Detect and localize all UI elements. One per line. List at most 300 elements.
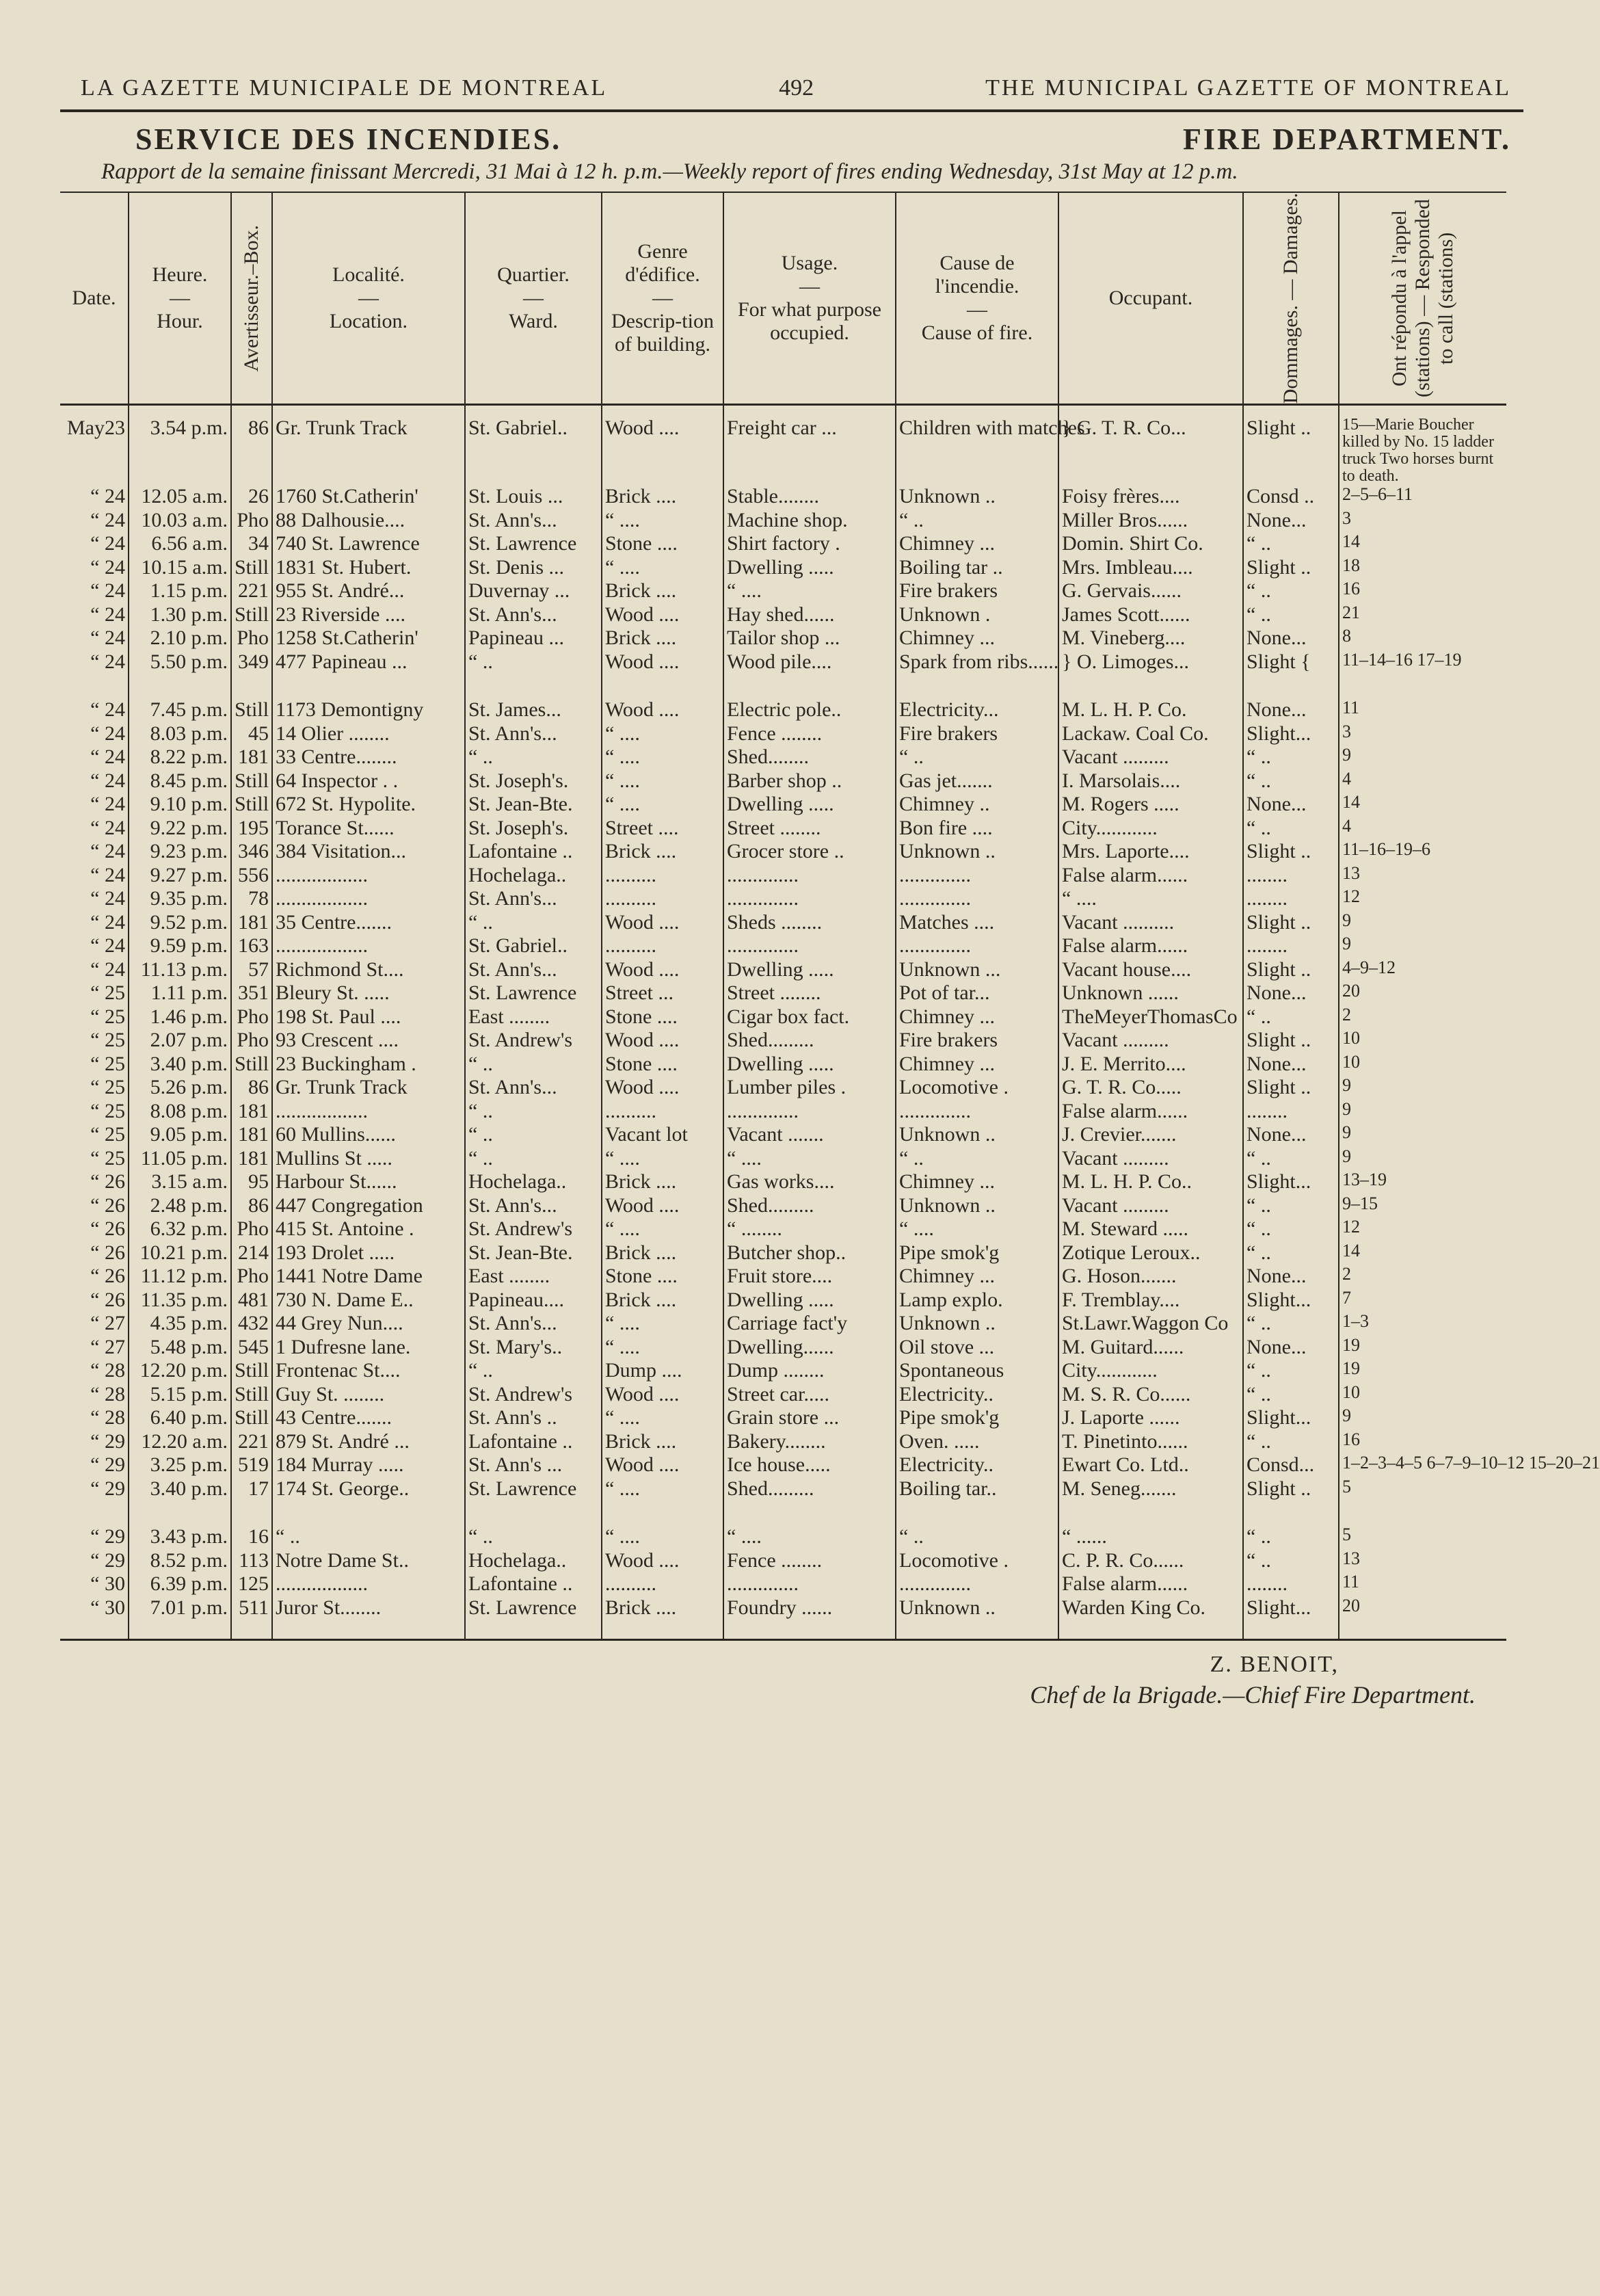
col-ward: Quartier. — Ward. [465, 192, 602, 405]
cell-responded: 2 [1339, 1005, 1506, 1029]
cell-hour: 11.05 p.m. [129, 1147, 231, 1171]
cell-building: “ .... [602, 556, 723, 580]
cell-box: 163 [231, 934, 272, 958]
cell-damages: “ .. [1243, 817, 1339, 841]
cell-occupant: Unknown ...... [1058, 981, 1243, 1005]
cell-hour: 7.45 p.m. [129, 674, 231, 722]
cell-date: “ 29 [90, 1477, 125, 1500]
cell-damages: None... [1243, 1053, 1339, 1077]
cell-cause: Pipe smok'g [896, 1241, 1058, 1265]
table-row [60, 1596, 1506, 1640]
cell-usage: Dump ........ [723, 1359, 896, 1383]
cell-cause: Chimney ... [896, 532, 1058, 556]
cell-hour: 1.46 p.m. [129, 1005, 231, 1029]
cell-location: .................. [272, 1572, 465, 1596]
cell-usage: Barber shop .. [723, 769, 896, 793]
cell-building: “ .... [602, 769, 723, 793]
cell-location: 174 St. George.. [272, 1477, 465, 1501]
cell-cause: Locomotive . [896, 1549, 1058, 1573]
cell-building: Stone .... [602, 1053, 723, 1077]
table-row [60, 532, 1506, 556]
cell-location: 23 Riverside .... [272, 603, 465, 627]
cell-cause: Oil stove ... [896, 1336, 1058, 1360]
header-right: THE MUNICIPAL GAZETTE OF MONTREAL [985, 75, 1511, 101]
cell-responded: 13 [1339, 864, 1506, 888]
cell-responded: 21 [1339, 603, 1506, 627]
cell-location: 60 Mullins...... [272, 1123, 465, 1147]
cell-damages: “ .. [1243, 769, 1339, 793]
cell-occupant: TheMeyerThomasCo [1058, 1005, 1243, 1029]
cell-building: “ .... [602, 1406, 723, 1430]
table-row [60, 1359, 1506, 1383]
table-row [60, 934, 1506, 958]
cell-responded: 1–3 [1339, 1312, 1506, 1336]
cell-cause: Fire brakers [896, 1029, 1058, 1053]
cell-box: 86 [231, 1194, 272, 1218]
cell-usage: .............. [723, 1572, 896, 1596]
cell-responded: 16 [1339, 1430, 1506, 1454]
cell-hour: 3.40 p.m. [129, 1053, 231, 1077]
cell-location: Gr. Trunk Track [272, 1076, 465, 1100]
cell-cause: Lamp explo. [896, 1289, 1058, 1312]
cell-cause: .............. [896, 864, 1058, 888]
cell-building: “ .... [602, 793, 723, 817]
cell-responded: 9 [1339, 1100, 1506, 1124]
cell-location: 14 Olier ........ [272, 722, 465, 746]
cell-hour: 6.32 p.m. [129, 1217, 231, 1241]
col-hour: Heure. — Hour. [129, 192, 231, 405]
cell-usage: Street ........ [723, 817, 896, 841]
cell-occupant: False alarm...... [1058, 934, 1243, 958]
cell-cause: Boiling tar .. [896, 556, 1058, 580]
cell-damages: “ .. [1243, 1549, 1339, 1573]
cell-damages: “ .. [1243, 1241, 1339, 1265]
signature-name: Z. BENOIT, [1210, 1652, 1339, 1678]
cell-date: “ 24 [90, 603, 125, 626]
table-row [60, 745, 1506, 769]
cell-building: Wood .... [602, 674, 723, 722]
cell-location: 88 Dalhousie.... [272, 509, 465, 533]
cell-damages: Slight .. [1243, 958, 1339, 982]
cell-occupant: } G. T. R. Co... [1058, 405, 1243, 486]
cell-building: Wood .... [602, 603, 723, 627]
cell-box: Pho [231, 509, 272, 533]
cell-hour: 9.23 p.m. [129, 840, 231, 864]
cell-damages: Slight .. [1243, 1477, 1339, 1501]
cell-ward: St. Jean-Bte. [465, 1241, 602, 1265]
cell-cause: Spark from ribs...... [896, 650, 1058, 674]
cell-damages: “ .. [1243, 579, 1339, 603]
cell-date: “ 24 [90, 887, 125, 910]
cell-ward: St. Andrew's [465, 1383, 602, 1407]
cell-building: Vacant lot [602, 1123, 723, 1147]
cell-building: “ .... [602, 1217, 723, 1241]
cell-usage: Dwelling ..... [723, 1289, 896, 1312]
cell-cause: Unknown . [896, 603, 1058, 627]
cell-date: “ 27 [90, 1312, 125, 1335]
cell-ward: St. Lawrence [465, 1596, 602, 1640]
cell-box: Still [231, 603, 272, 627]
cell-responded: 2–5–6–11 [1339, 485, 1506, 509]
cell-box: Pho [231, 626, 272, 650]
table-row [60, 1194, 1506, 1218]
cell-cause: Unknown .. [896, 485, 1058, 509]
cell-usage: .............. [723, 1100, 896, 1124]
cell-date: “ 25 [90, 981, 125, 1005]
cell-occupant: J. Crevier....... [1058, 1123, 1243, 1147]
cell-building: Brick .... [602, 579, 723, 603]
cell-box: 181 [231, 745, 272, 769]
cell-damages: None... [1243, 1123, 1339, 1147]
cell-cause: Chimney ... [896, 1265, 1058, 1289]
cell-box: 181 [231, 1147, 272, 1171]
cell-occupant: J. Laporte ...... [1058, 1406, 1243, 1430]
cell-hour: 8.22 p.m. [129, 745, 231, 769]
cell-cause: “ .. [896, 509, 1058, 533]
cell-date: “ 24 [90, 840, 125, 863]
cell-ward: “ .. [465, 1359, 602, 1383]
cell-usage: Lumber piles . [723, 1076, 896, 1100]
cell-responded: 7 [1339, 1289, 1506, 1312]
cell-box: Still [231, 1383, 272, 1407]
cell-damages: Slight... [1243, 722, 1339, 746]
cell-cause: Electricity.. [896, 1453, 1058, 1477]
table-row [60, 1406, 1506, 1430]
cell-building: “ .... [602, 1477, 723, 1501]
cell-ward: St. Ann's... [465, 722, 602, 746]
table-row [60, 650, 1506, 674]
table-row [60, 603, 1506, 627]
cell-occupant: Domin. Shirt Co. [1058, 532, 1243, 556]
cell-usage: Electric pole.. [723, 674, 896, 722]
cell-ward: St. Gabriel.. [465, 405, 602, 486]
cell-cause: Chimney ... [896, 626, 1058, 650]
cell-usage: “ .... [723, 1147, 896, 1171]
cell-ward: St. Denis ... [465, 556, 602, 580]
cell-damages: ........ [1243, 934, 1339, 958]
cell-cause: Matches .... [896, 911, 1058, 935]
cell-building: Wood .... [602, 405, 723, 486]
cell-building: .......... [602, 1572, 723, 1596]
cell-ward: Lafontaine .. [465, 1572, 602, 1596]
cell-usage: Foundry ...... [723, 1596, 896, 1640]
cell-damages: “ .. [1243, 745, 1339, 769]
cell-ward: East ........ [465, 1265, 602, 1289]
cell-hour: 12.05 a.m. [129, 485, 231, 509]
cell-cause: Unknown ... [896, 958, 1058, 982]
signature-block [60, 1652, 1523, 1709]
cell-date: “ 24 [90, 863, 125, 886]
cell-date: “ 24 [90, 508, 125, 531]
cell-box: Still [231, 556, 272, 580]
cell-usage: Dwelling ..... [723, 1053, 896, 1077]
cell-occupant: Vacant ......... [1058, 1029, 1243, 1053]
table-row [60, 1123, 1506, 1147]
cell-date: “ 27 [90, 1335, 125, 1358]
cell-damages: “ .. [1243, 1359, 1339, 1383]
cell-hour: 10.21 p.m. [129, 1241, 231, 1265]
cell-occupant: Vacant house.... [1058, 958, 1243, 982]
cell-location: Juror St........ [272, 1596, 465, 1640]
cell-hour: 8.52 p.m. [129, 1549, 231, 1573]
cell-ward: St. Ann's .. [465, 1406, 602, 1430]
cell-responded: 14 [1339, 532, 1506, 556]
cell-hour: 1.15 p.m. [129, 579, 231, 603]
cell-usage: Butcher shop.. [723, 1241, 896, 1265]
cell-damages: Slight .. [1243, 840, 1339, 864]
cell-ward: Hochelaga.. [465, 1170, 602, 1194]
cell-date: “ 28 [90, 1406, 125, 1429]
cell-date: “ 26 [90, 1170, 125, 1193]
cell-location: 43 Centre....... [272, 1406, 465, 1430]
cell-hour: 6.56 a.m. [129, 532, 231, 556]
cell-occupant: Vacant .......... [1058, 911, 1243, 935]
cell-box: 221 [231, 1430, 272, 1454]
cell-box: Still [231, 769, 272, 793]
table-row [60, 1383, 1506, 1407]
cell-box: 511 [231, 1596, 272, 1640]
cell-usage: Shed......... [723, 1477, 896, 1501]
cell-date: “ 24 [90, 958, 125, 981]
cell-usage: Sheds ........ [723, 911, 896, 935]
cell-box: 86 [231, 405, 272, 486]
cell-date: “ 29 [90, 1429, 125, 1453]
cell-date: “ 30 [90, 1596, 125, 1619]
cell-building: Stone .... [602, 1265, 723, 1289]
cell-cause: “ .... [896, 1217, 1058, 1241]
table-row [60, 1005, 1506, 1029]
cell-ward: East ........ [465, 1005, 602, 1029]
cell-responded: 5 [1339, 1501, 1506, 1549]
cell-ward: St. Ann's ... [465, 1453, 602, 1477]
cell-damages: ........ [1243, 887, 1339, 911]
table-row [60, 1147, 1506, 1171]
cell-location: .................. [272, 864, 465, 888]
cell-location: 1173 Demontigny [272, 674, 465, 722]
cell-box: 57 [231, 958, 272, 982]
cell-ward: Hochelaga.. [465, 1549, 602, 1573]
cell-occupant: “ ...... [1058, 1501, 1243, 1549]
cell-box: 214 [231, 1241, 272, 1265]
cell-box: 545 [231, 1336, 272, 1360]
table-row [60, 1312, 1506, 1336]
cell-usage: Wood pile.... [723, 650, 896, 674]
cell-damages: ........ [1243, 1100, 1339, 1124]
cell-building: Wood .... [602, 1029, 723, 1053]
report-subtitle: Rapport de la semaine finissant Mercredi, 31 Mai à 12 h. p.m.—Weekly report of fires ending Wednesday, 31st May at 12 p.m. [101, 159, 1238, 184]
cell-occupant: G. T. R. Co..... [1058, 1076, 1243, 1100]
cell-hour: 4.35 p.m. [129, 1312, 231, 1336]
cell-hour: 2.07 p.m. [129, 1029, 231, 1053]
cell-occupant: Foisy frères.... [1058, 485, 1243, 509]
cell-responded: 12 [1339, 1217, 1506, 1241]
cell-usage: Grain store ... [723, 1406, 896, 1430]
cell-ward: “ .. [465, 1100, 602, 1124]
cell-occupant: “ .... [1058, 887, 1243, 911]
cell-box: 556 [231, 864, 272, 888]
table-row [60, 1217, 1506, 1241]
cell-hour: 3.25 p.m. [129, 1453, 231, 1477]
cell-date: “ 28 [90, 1382, 125, 1406]
cell-box: 195 [231, 817, 272, 841]
cell-responded: 3 [1339, 722, 1506, 746]
cell-ward: St. Joseph's. [465, 769, 602, 793]
cell-cause: Electricity.. [896, 1383, 1058, 1407]
cell-responded: 14 [1339, 793, 1506, 817]
cell-hour: 12.20 p.m. [129, 1359, 231, 1383]
cell-building: Wood .... [602, 1453, 723, 1477]
cell-responded: 2 [1339, 1265, 1506, 1289]
cell-date: “ 24 [90, 650, 125, 673]
cell-location: 184 Murray ..... [272, 1453, 465, 1477]
cell-building: Brick .... [602, 1241, 723, 1265]
cell-building: .......... [602, 864, 723, 888]
cell-hour: 3.40 p.m. [129, 1477, 231, 1501]
cell-box: Pho [231, 1265, 272, 1289]
cell-damages: Slight... [1243, 1596, 1339, 1640]
cell-responded: 1–2–3–4–5 6–7–9–10–12 15–20–21 [1339, 1453, 1506, 1477]
cell-cause: .............. [896, 1572, 1058, 1596]
cell-responded: 19 [1339, 1336, 1506, 1360]
cell-building: .......... [602, 1100, 723, 1124]
cell-hour: 5.26 p.m. [129, 1076, 231, 1100]
cell-box: 45 [231, 722, 272, 746]
cell-box: 34 [231, 532, 272, 556]
cell-occupant: City............ [1058, 817, 1243, 841]
cell-responded: 11–14–16 17–19 [1339, 650, 1506, 674]
cell-date: “ 24 [90, 910, 125, 934]
cell-box: 181 [231, 911, 272, 935]
cell-box: 181 [231, 1100, 272, 1124]
cell-location: 447 Congregation [272, 1194, 465, 1218]
cell-usage: “ .... [723, 1501, 896, 1549]
cell-date: May23 [67, 417, 125, 440]
cell-location: 730 N. Dame E.. [272, 1289, 465, 1312]
cell-location: 415 St. Antoine . [272, 1217, 465, 1241]
cell-building: Street .... [602, 817, 723, 841]
col-damages: Dommages. — Damages. [1243, 192, 1339, 405]
cell-usage: Dwelling...... [723, 1336, 896, 1360]
cell-box: Still [231, 1053, 272, 1077]
cell-damages: Consd .. [1243, 485, 1339, 509]
cell-hour: 11.12 p.m. [129, 1265, 231, 1289]
cell-cause: Spontaneous [896, 1359, 1058, 1383]
cell-usage: Dwelling ..... [723, 958, 896, 982]
cell-hour: 9.10 p.m. [129, 793, 231, 817]
cell-responded: 5 [1339, 1477, 1506, 1501]
cell-building: Wood .... [602, 911, 723, 935]
table-row [60, 1100, 1506, 1124]
cell-responded: 9 [1339, 1147, 1506, 1171]
cell-ward: “ .. [465, 745, 602, 769]
cell-ward: St. Ann's... [465, 1076, 602, 1100]
cell-box: 221 [231, 579, 272, 603]
cell-location: Frontenac St.... [272, 1359, 465, 1383]
cell-location: 1441 Notre Dame [272, 1265, 465, 1289]
cell-ward: St. Joseph's. [465, 817, 602, 841]
cell-ward: “ .. [465, 1053, 602, 1077]
cell-damages: None... [1243, 674, 1339, 722]
cell-building: “ .... [602, 722, 723, 746]
cell-location: 672 St. Hypolite. [272, 793, 465, 817]
cell-occupant: St.Lawr.Waggon Co [1058, 1312, 1243, 1336]
cell-ward: St. Mary's.. [465, 1336, 602, 1360]
cell-location: 193 Drolet ..... [272, 1241, 465, 1265]
cell-location: 740 St. Lawrence [272, 532, 465, 556]
cell-date: “ 29 [90, 1548, 125, 1572]
cell-usage: Shirt factory . [723, 532, 896, 556]
col-occupant: Occupant. [1058, 192, 1243, 405]
cell-cause: Unknown .. [896, 1194, 1058, 1218]
cell-date: “ 28 [90, 1359, 125, 1382]
cell-occupant: False alarm...... [1058, 1100, 1243, 1124]
title-en: FIRE DEPARTMENT. [1183, 122, 1511, 156]
cell-cause: “ .. [896, 1147, 1058, 1171]
cell-damages: None... [1243, 1336, 1339, 1360]
cell-ward: “ .. [465, 911, 602, 935]
cell-building: “ .... [602, 1312, 723, 1336]
cell-location: Mullins St ..... [272, 1147, 465, 1171]
cell-cause: Pipe smok'g [896, 1406, 1058, 1430]
cell-building: “ .... [602, 1147, 723, 1171]
cell-damages: “ .. [1243, 1430, 1339, 1454]
cell-location: 477 Papineau ... [272, 650, 465, 674]
cell-hour: 9.27 p.m. [129, 864, 231, 888]
cell-responded: 10 [1339, 1383, 1506, 1407]
cell-location: Richmond St.... [272, 958, 465, 982]
cell-box: Pho [231, 1029, 272, 1053]
cell-cause: Fire brakers [896, 579, 1058, 603]
cell-ward: Papineau.... [465, 1289, 602, 1312]
cell-damages: Slight... [1243, 1406, 1339, 1430]
cell-box: 432 [231, 1312, 272, 1336]
cell-ward: St. Andrew's [465, 1217, 602, 1241]
header-left: LA GAZETTE MUNICIPALE DE MONTREAL [81, 75, 608, 101]
table-row [60, 1549, 1506, 1573]
cell-building: Dump .... [602, 1359, 723, 1383]
cell-responded: 16 [1339, 579, 1506, 603]
table-row [60, 1053, 1506, 1077]
cell-hour: 1.11 p.m. [129, 981, 231, 1005]
cell-date: “ 30 [90, 1572, 125, 1596]
cell-date: “ 25 [90, 1123, 125, 1146]
cell-responded: 19 [1339, 1359, 1506, 1383]
cell-location: .................. [272, 1100, 465, 1124]
cell-ward: St. Andrew's [465, 1029, 602, 1053]
cell-box: 346 [231, 840, 272, 864]
table-row [60, 674, 1506, 722]
cell-cause: Chimney ... [896, 1170, 1058, 1194]
cell-date: “ 25 [90, 1076, 125, 1099]
cell-ward: Lafontaine .. [465, 840, 602, 864]
cell-box: 351 [231, 981, 272, 1005]
cell-occupant: M. L. H. P. Co.. [1058, 1170, 1243, 1194]
cell-ward: St. Ann's... [465, 1194, 602, 1218]
cell-building: Brick .... [602, 626, 723, 650]
cell-responded: 10 [1339, 1029, 1506, 1053]
cell-responded: 11 [1339, 674, 1506, 722]
cell-cause: Unknown .. [896, 840, 1058, 864]
cell-location: Gr. Trunk Track [272, 405, 465, 486]
cell-usage: Carriage fact'y [723, 1312, 896, 1336]
cell-ward: St. Lawrence [465, 532, 602, 556]
cell-responded: 18 [1339, 556, 1506, 580]
cell-occupant: M. Rogers ..... [1058, 793, 1243, 817]
table-row [60, 405, 1506, 486]
cell-box: 519 [231, 1453, 272, 1477]
cell-building: “ .... [602, 1336, 723, 1360]
cell-damages: None... [1243, 793, 1339, 817]
